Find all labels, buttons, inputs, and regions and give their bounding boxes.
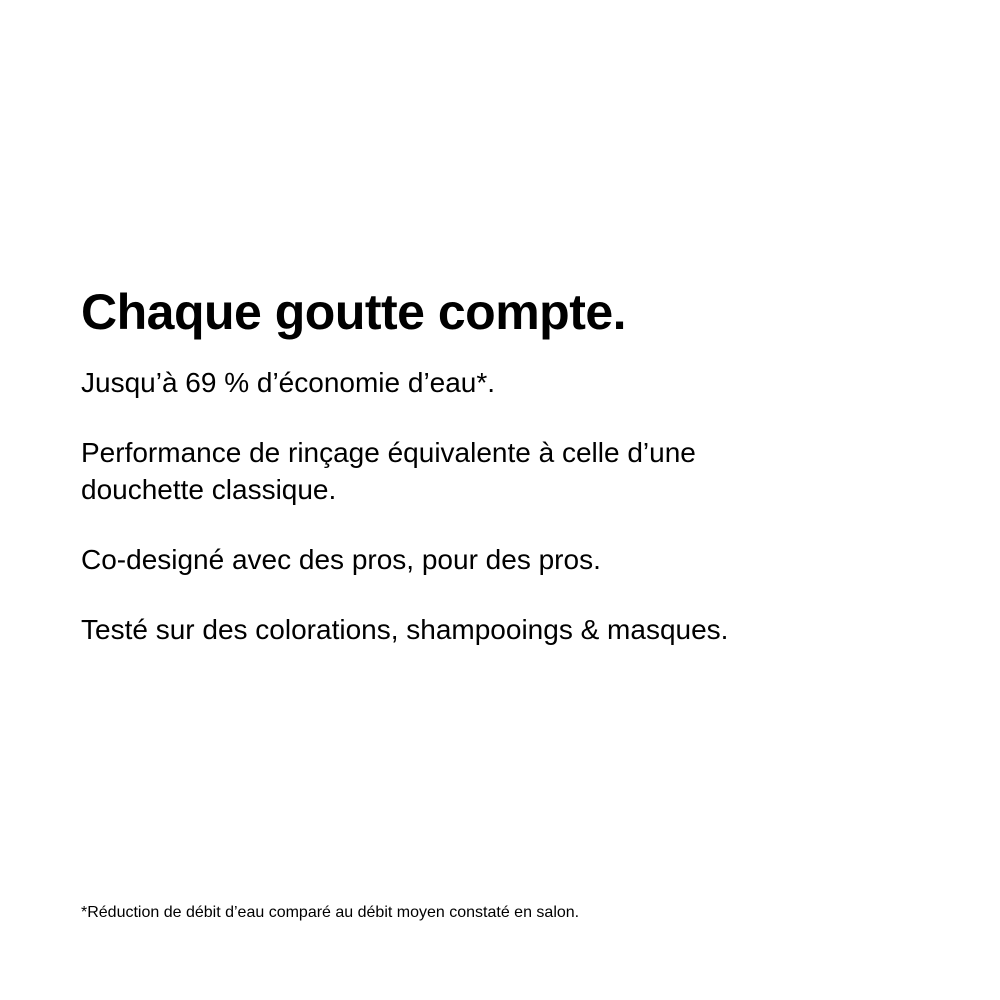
- content-block: [81, 284, 961, 648]
- water-savings-claim: Jusqu’à 69 % d’économie d’eau*.: [81, 367, 496, 398]
- rinse-performance-claim-line-2: douchette classique.: [81, 474, 337, 505]
- co-design-claim: Co-designé avec des pros, pour des pros.: [81, 544, 601, 575]
- rinse-performance-claim-line-1: Performance de rinçage équivalente à celle d’une: [81, 437, 696, 468]
- headline: Chaque goutte compte.: [81, 284, 627, 340]
- tested-claim: Testé sur des colorations, shampooings & masques.: [81, 614, 729, 645]
- footnote: *Réduction de débit d’eau comparé au débit moyen constaté en salon.: [81, 904, 580, 921]
